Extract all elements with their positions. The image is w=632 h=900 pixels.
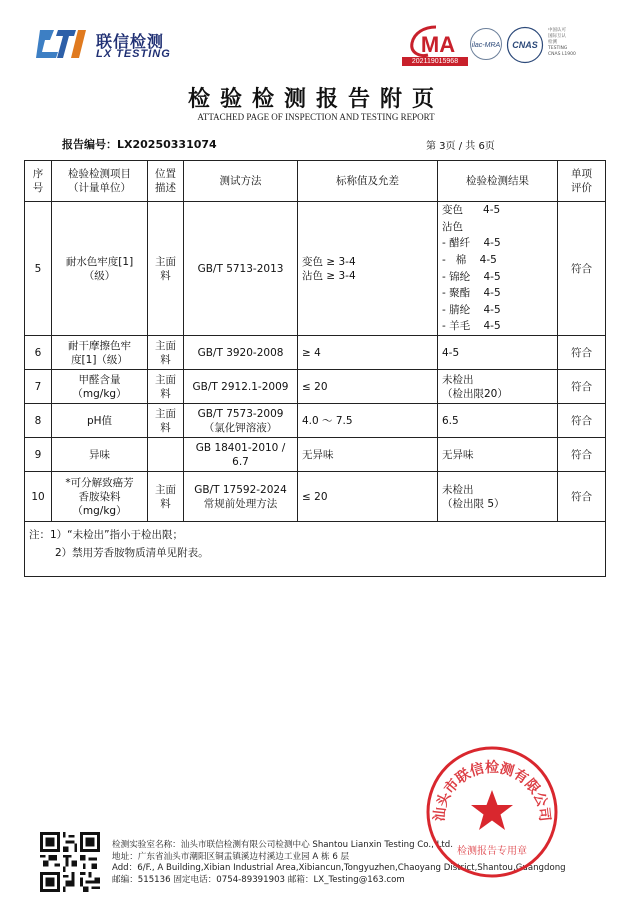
notes-cell [25, 522, 606, 577]
row-no: 6 [25, 336, 52, 370]
row-item: 耐干摩擦色牢 度[1]（级） [52, 336, 148, 370]
cnas-caption-line: CNAS L1900 [548, 52, 576, 57]
ilac-mra-icon [469, 27, 503, 61]
table-row [25, 472, 606, 522]
row-item: 甲醛含量 （mg/kg） [52, 370, 148, 404]
results-table [24, 160, 606, 577]
row-result: 未检出 （检出限 5） [438, 472, 558, 522]
header-rating: 单项 评价 [558, 161, 606, 202]
row-method: GB/T 3920-2008 [184, 336, 298, 370]
cnas-caption-line: 国际互认 [548, 34, 566, 39]
row-item: pH值 [52, 404, 148, 438]
cnas-caption-line: 中国认可 [548, 28, 566, 33]
seal-inner-text: 检测报告专用章 [457, 846, 527, 857]
row-no: 7 [25, 370, 52, 404]
row-result: 未检出 （检出限20） [438, 370, 558, 404]
note-1: 注：1）“未检出”指小于检出限； [29, 529, 184, 541]
row-method: GB/T 5713-2013 [184, 202, 298, 336]
company-name-cn: 联信检测 [96, 32, 165, 51]
header-method: 测试方法 [184, 161, 298, 202]
page-indicator: 第 3页 / 共 6页 [426, 141, 495, 152]
company-seal-icon [424, 744, 560, 880]
row-result: 无异味 [438, 438, 558, 472]
notes-row [25, 522, 606, 577]
row-rating: 符合 [558, 404, 606, 438]
row-standard: ≥ 4 [298, 336, 438, 370]
footer-lab-name: 检测实验室名称：汕头市联信检测有限公司检测中心 Shantou Lianxin Testing Co., Ltd. [112, 840, 453, 850]
seal-ring-text: 汕头市联信检测有限公司 [431, 760, 553, 823]
row-method: GB 18401-2010 / 6.7 [184, 438, 298, 472]
row-rating: 符合 [558, 472, 606, 522]
row-no: 10 [25, 472, 52, 522]
row-standard: ≤ 20 [298, 472, 438, 522]
header-item: 检验检测项目 （计量单位） [52, 161, 148, 202]
row-item: 耐水色牢度[1] （级） [52, 202, 148, 336]
footer-contact: 邮编：515136 固定电话：0754-89391903 邮箱：LX_Testing@163.com [112, 874, 405, 885]
lx-logo-icon [36, 26, 90, 60]
row-standard: 无异味 [298, 438, 438, 472]
cma-certification-icon [408, 25, 464, 59]
row-position [148, 438, 184, 472]
row-standard: 4.0 ～ 7.5 [298, 404, 438, 438]
row-method: GB/T 2912.1-2009 [184, 370, 298, 404]
cnas-caption-line: TESTING [548, 46, 568, 51]
header-position: 位置 描述 [148, 161, 184, 202]
row-position: 主面 料 [148, 404, 184, 438]
table-row [25, 370, 606, 404]
row-method: GB/T 7573-2009 （氯化钾溶液） [184, 404, 298, 438]
cnas-caption-line: 检测 [548, 40, 557, 45]
cma-number: 202119015968 [402, 57, 468, 66]
row-rating: 符合 [558, 438, 606, 472]
row-no: 8 [25, 404, 52, 438]
cma-mark-text: MA [420, 32, 456, 57]
row-no: 9 [25, 438, 52, 472]
row-rating: 符合 [558, 370, 606, 404]
header-result: 检验检测结果 [438, 161, 558, 202]
table-header-row [25, 161, 606, 202]
qr-code-icon [40, 832, 100, 892]
page-subtitle: ATTACHED PAGE OF INSPECTION AND TESTING REPORT [197, 112, 435, 122]
header-no: 序 号 [25, 161, 52, 202]
footer-address-cn: 地址：广东省汕头市潮阳区铜盂镇溪边村溪边工业园 A 栋 6 层 [112, 851, 350, 862]
row-standard: ≤ 20 [298, 370, 438, 404]
cnas-caption [548, 28, 598, 58]
row-no: 5 [25, 202, 52, 336]
table-row [25, 438, 606, 472]
header-standard: 标称值及允差 [298, 161, 438, 202]
row-position: 主面 料 [148, 472, 184, 522]
note-2: 2）禁用芳香胺物质清单见附表。 [55, 547, 209, 559]
table-row [25, 336, 606, 370]
ilac-mark-text: ilac-MRA [471, 42, 501, 49]
table-row [25, 202, 606, 336]
row-rating: 符合 [558, 336, 606, 370]
row-position: 主面 料 [148, 202, 184, 336]
cnas-icon [506, 26, 544, 64]
row-item: 异味 [52, 438, 148, 472]
row-result: 4-5 [438, 336, 558, 370]
report-number: 报告编号：LX20250331074 [62, 138, 217, 151]
row-position: 主面 料 [148, 370, 184, 404]
company-name-en: LX TESTING [96, 48, 171, 60]
cnas-mark-text: CNAS [512, 40, 538, 50]
seal-star [471, 790, 513, 830]
row-result: 6.5 [438, 404, 558, 438]
table-row [25, 404, 606, 438]
row-position: 主面 料 [148, 336, 184, 370]
row-item: *可分解致癌芳 香胺染料 （mg/kg） [52, 472, 148, 522]
page-title: 检验检测报告附页 [187, 86, 444, 112]
row-rating: 符合 [558, 202, 606, 336]
row-standard: 变色 ≥ 3-4 沾色 ≥ 3-4 [298, 202, 438, 336]
footer-address-en: Add：6/F., A Building,Xibian Industrial Area,Xibiancun,Tongyuzhen,Chaoyang District,Shantou,Guangdong [112, 863, 566, 873]
row-method: GB/T 17592-2024 常规前处理方法 [184, 472, 298, 522]
row-result: 变色 4-5 沾色 - 醋纤 4-5 - 棉 4-5 - 锦纶 4-5 - 聚酯 4-5 - 腈纶 4-5 - 羊毛 4-5 [438, 202, 558, 336]
